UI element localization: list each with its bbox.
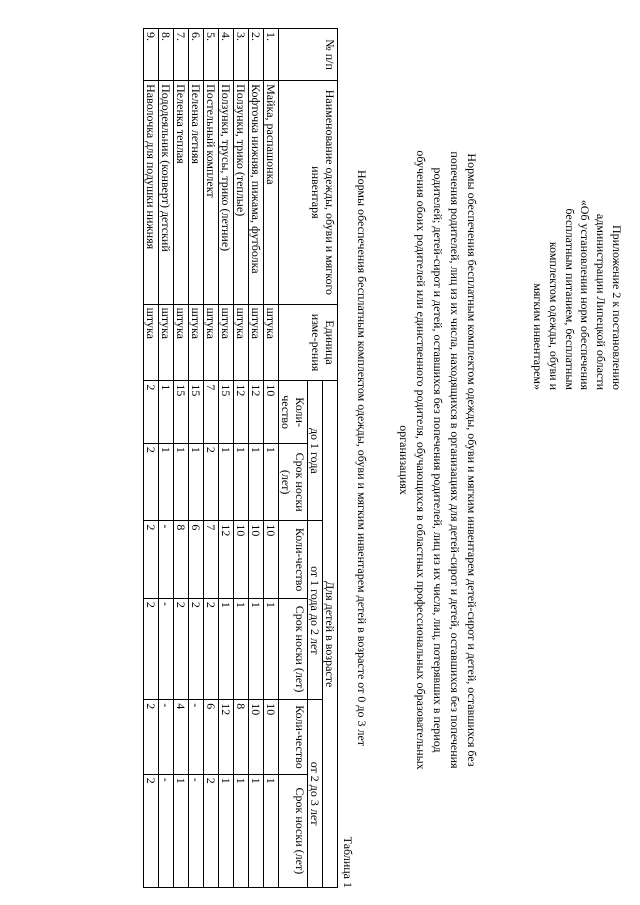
- wear-age-1: 1: [219, 443, 234, 520]
- table-number: Таблица 1: [341, 836, 355, 888]
- wear-age-3: 1: [219, 774, 234, 887]
- appendix-note: [529, 140, 624, 390]
- qty-age-1: 2: [144, 381, 159, 444]
- table-row: [144, 29, 159, 888]
- header-qty: Коли-чество: [279, 700, 308, 775]
- row-number: 1.: [264, 29, 279, 81]
- heading-line: попечения родителей, лиц из их числа, находящихся в организациях для детей-сирот и детей, оставшихся без попечения: [448, 151, 462, 769]
- row-number: 7.: [174, 29, 189, 81]
- qty-age-1: 12: [234, 381, 249, 444]
- wear-age-2: 1: [249, 598, 264, 699]
- header-wear: Срок носки (лет): [279, 598, 308, 699]
- qty-age-1: 15: [189, 381, 204, 444]
- row-number: 2.: [249, 29, 264, 81]
- wear-age-3: 2: [144, 774, 159, 887]
- heading-line: обучения обоих родителей или единственного родителя, обучающихся в областных профессиональных образовательных: [414, 150, 428, 770]
- unit: штука: [189, 304, 204, 381]
- wear-age-2: 2: [144, 598, 159, 699]
- appendix-line: Приложение 2 к постановлению: [610, 224, 624, 390]
- row-number: 5.: [204, 29, 219, 81]
- wear-age-1: 2: [204, 443, 219, 520]
- qty-age-1: 10: [264, 381, 279, 444]
- qty-age-3: -: [189, 700, 204, 775]
- heading-line: родителей; детей-сирот и детей, оставшихся без попечения родителей, лиц из их числа, лиц, потерявших в период: [431, 167, 445, 753]
- table-row: [219, 29, 234, 888]
- document-heading: [395, 30, 480, 890]
- qty-age-3: -: [159, 700, 174, 775]
- wear-age-1: 2: [144, 443, 159, 520]
- wear-age-2: 1: [234, 598, 249, 699]
- qty-age-2: -: [159, 521, 174, 598]
- norms-table: [143, 28, 338, 888]
- qty-age-1: 15: [174, 381, 189, 444]
- wear-age-3: 1: [264, 774, 279, 887]
- unit: штука: [174, 304, 189, 381]
- item-name: Майка, распашонка: [264, 81, 279, 305]
- table-row: [174, 29, 189, 888]
- header-age-3: от 2 до 3 лет: [308, 700, 323, 888]
- qty-age-2: 10: [249, 521, 264, 598]
- wear-age-1: 1: [249, 443, 264, 520]
- item-name: Пеленка летняя: [189, 81, 204, 305]
- appendix-line: «Об установлении норм обеспечения: [578, 199, 593, 390]
- qty-age-3: 10: [264, 700, 279, 775]
- wear-age-3: -: [159, 774, 174, 887]
- wear-age-2: 1: [219, 598, 234, 699]
- table-row: [249, 29, 264, 888]
- table-row: [159, 29, 174, 888]
- header-wear: Срок носки (лет): [279, 774, 308, 887]
- wear-age-3: 1: [174, 774, 189, 887]
- qty-age-1: 15: [219, 381, 234, 444]
- qty-age-3: 12: [219, 700, 234, 775]
- wear-age-3: 2: [204, 774, 219, 887]
- appendix-line: мягким инвентарем»: [531, 283, 546, 390]
- wear-age-3: 1: [234, 774, 249, 887]
- table-subtitle: Нормы обеспечения бесплатным комплектом одежды, обуви и мягким инвентарем детей в возрасте от 0 до 3 лет: [355, 169, 369, 747]
- qty-age-1: 1: [159, 381, 174, 444]
- wear-age-2: 2: [189, 598, 204, 699]
- wear-age-2: 2: [204, 598, 219, 699]
- table-row: [264, 29, 279, 888]
- unit: штука: [219, 304, 234, 381]
- qty-age-3: 4: [174, 700, 189, 775]
- qty-age-2: 12: [219, 521, 234, 598]
- unit: штука: [249, 304, 264, 381]
- header-age-2: от 1 года до 2 лет: [308, 521, 323, 700]
- unit: штука: [204, 304, 219, 381]
- item-name: Кофточка нижняя, пижама, футболка: [249, 81, 264, 305]
- header-age-1: до 1 года: [308, 381, 323, 521]
- qty-age-2: 2: [144, 521, 159, 598]
- wear-age-1: 1: [174, 443, 189, 520]
- row-number: 4.: [219, 29, 234, 81]
- row-number: 8.: [159, 29, 174, 81]
- qty-age-2: 6: [189, 521, 204, 598]
- header-name: Наименование одежды, обуви и мягкого инвентаря: [279, 81, 338, 305]
- wear-age-2: 2: [174, 598, 189, 699]
- header-qty: Коли-чество: [279, 521, 308, 598]
- item-name: Постельный комплект: [204, 81, 219, 305]
- wear-age-1: 1: [234, 443, 249, 520]
- table-row: [189, 29, 204, 888]
- row-number: 6.: [189, 29, 204, 81]
- heading-line: Нормы обеспечения бесплатным комплектом одежды, обуви и мягким инвентарем детей-сирот и детей, оставшихся без: [465, 153, 479, 767]
- table-row: [234, 29, 249, 888]
- wear-age-2: 1: [264, 598, 279, 699]
- wear-age-3: 1: [249, 774, 264, 887]
- qty-age-1: 12: [249, 381, 264, 444]
- wear-age-1: 1: [159, 443, 174, 520]
- wear-age-1: 1: [189, 443, 204, 520]
- header-qty: Коли-чество: [279, 381, 308, 444]
- wear-age-1: 1: [264, 443, 279, 520]
- unit: штука: [264, 304, 279, 381]
- row-number: 3.: [234, 29, 249, 81]
- qty-age-1: 7: [204, 381, 219, 444]
- header-unit: Единица изме-рения: [279, 304, 338, 381]
- unit: штука: [234, 304, 249, 381]
- header-num: № п/п: [279, 29, 338, 81]
- item-name: Наволочка для подушки нижняя: [144, 81, 159, 305]
- qty-age-2: 8: [174, 521, 189, 598]
- heading-line: организациях: [397, 425, 411, 495]
- qty-age-2: 7: [204, 521, 219, 598]
- item-name: Пеленка теплая: [174, 81, 189, 305]
- header-wear: Срок носки (лет): [279, 443, 308, 520]
- unit: штука: [144, 304, 159, 381]
- wear-age-3: -: [189, 774, 204, 887]
- wear-age-2: -: [159, 598, 174, 699]
- table-body: [144, 29, 279, 888]
- unit: штука: [159, 304, 174, 381]
- appendix-line: комплектом одежды, обуви и: [546, 241, 561, 390]
- qty-age-3: 2: [144, 700, 159, 775]
- appendix-line: бесплатным питанием, бесплатным: [562, 208, 577, 390]
- item-name: Ползунки, трико (теплые): [234, 81, 249, 305]
- qty-age-3: 10: [249, 700, 264, 775]
- header-age-group: Для детей в возрасте: [323, 381, 338, 888]
- qty-age-3: 6: [204, 700, 219, 775]
- item-name: Пододеяльник (конверт) детский: [159, 81, 174, 305]
- row-number: 9.: [144, 29, 159, 81]
- qty-age-3: 8: [234, 700, 249, 775]
- appendix-line: администрации Липецкой области: [594, 213, 609, 390]
- table-row: [204, 29, 219, 888]
- qty-age-2: 10: [234, 521, 249, 598]
- item-name: Ползунки, трусы, трико (летние): [219, 81, 234, 305]
- qty-age-2: 10: [264, 521, 279, 598]
